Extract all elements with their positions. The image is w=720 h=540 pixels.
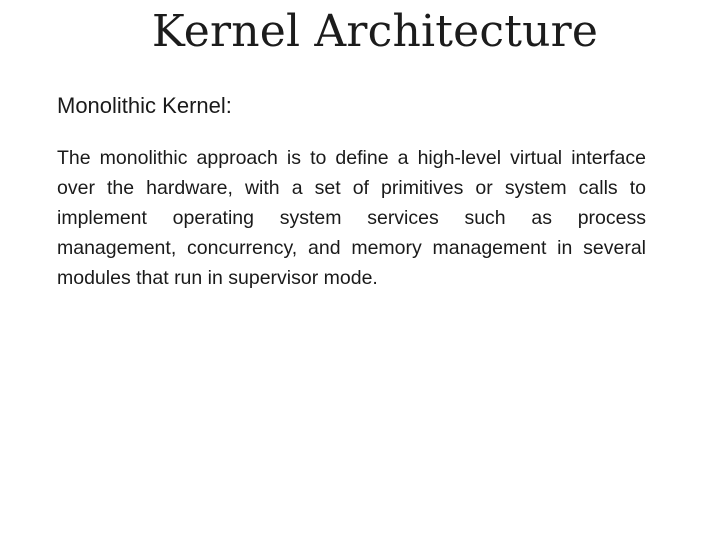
body-paragraph: The monolithic approach is to define a high-level virtual interface over the hardware, with a set of primitives or system calls to implement operating system services such as process management, concurrency, and memory management in several modules that run in supervisor mode. (57, 147, 646, 289)
slide-title: Kernel Architecture (151, 6, 599, 57)
section-heading: Monolithic Kernel: (57, 93, 232, 118)
